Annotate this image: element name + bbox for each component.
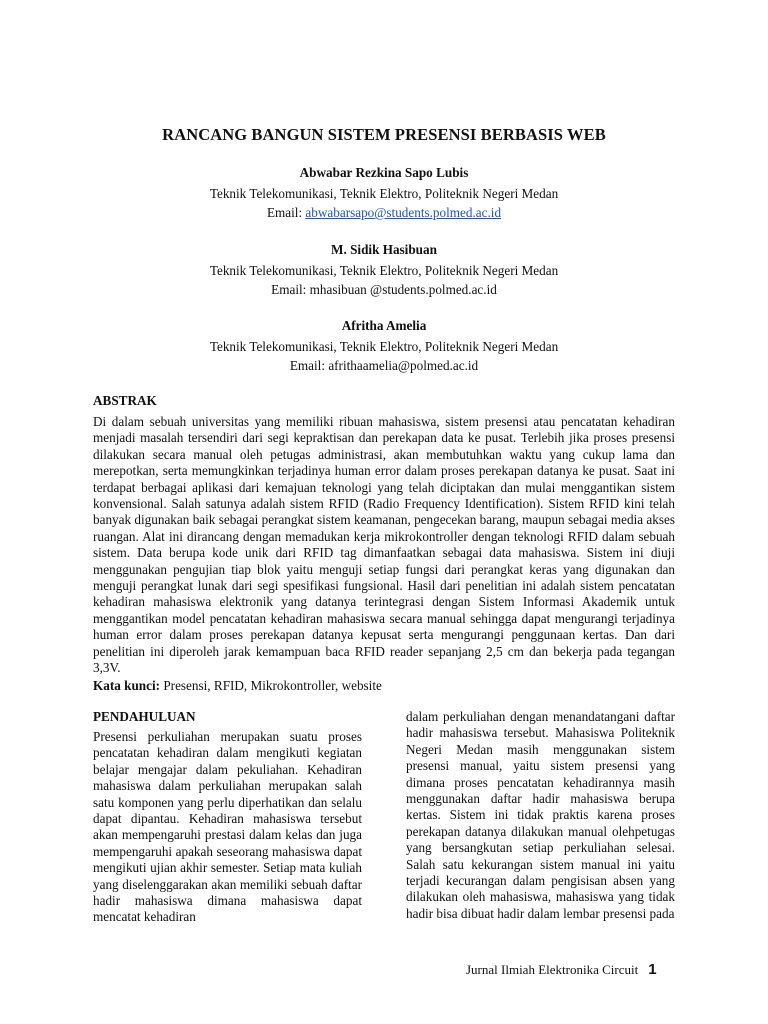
footer-journal-name: Jurnal Ilmiah Elektronika Circuit (466, 962, 639, 977)
author-name: Afritha Amelia (341, 318, 427, 333)
author-affiliation: Teknik Telekomunikasi, Teknik Elektro, Politeknik Negeri Medan (209, 186, 559, 201)
keywords-label: Kata kunci: (93, 678, 161, 693)
author-block-1 (0, 163, 768, 222)
email-prefix: Email: (271, 282, 310, 297)
author-email-link[interactable]: abwabarsapo@students.polmed.ac.id (305, 205, 502, 220)
author-name: M. Sidik Hasibuan (331, 242, 437, 257)
author-affiliation: Teknik Telekomunikasi, Teknik Elektro, Politeknik Negeri Medan (209, 339, 559, 354)
author-email: afrithaamelia@polmed.ac.id (328, 358, 479, 373)
keywords-line (93, 678, 675, 694)
author-email-line (0, 356, 768, 375)
body-column-right: dalam perkuliahan dengan menandatangani daftar hadir mahasiswa tersebut. Mahasiswa Politeknik Negeri Medan masih menggunakan sistem presensi manual, yaitu sistem presensi yang dimana proses pencatatan kehadirannya masih menggunakan daftar hadir mahasiswa berupa kertas. Sistem ini tidak praktis karena proses perekapan datanya dilakukan manual olehpetugas yang bersangkutan setiap perkuliahan selesai. Salah satu kekurangan sistem manual ini yaitu terjadi kecurangan dalam pengisisan absen yang dilakukan oleh mahasiswa, mahasiswa yang tidak hadir bisa dibuat hadir dalam lembar presensi pada (406, 709, 675, 921)
abstract-text: Di dalam sebuah universitas yang memiliki ribuan mahasiswa, sistem presensi atau pencatatan kehadiran menjadi masalah tersendiri dari segi kepraktisan dan perekapan data ke pusat. Terlebih jika proses presensi dilakukan secara manual oleh petugas administrasi, akan membutuhkan waktu yang cukup lama dan merepotkan, serta memungkinkan terjadinya human error dalam proses perekapan datanya ke pusat. Saat ini terdapat berbagai aplikasi dari kemajuan teknologi yang telah diciptakan dan mulai menggantikan sistem konvensional. Salah satunya adalah sistem RFID (Radio Frequency Identification). Sistem RFID kini telah banyak digunakan baik sebagai perangkat sistem keamanan, pengecekan barang, maupun sebagai media akses ruangan. Alat ini dirancang dengan memadukan kerja mikrokontroller dengan teknologi RFID dalam sebuah sistem. Data berupa kode unik dari RFID tag dimanfaatkan sebagai data mahasiswa. Sistem ini diuji menggunakan pengujian tiap blok yaitu menguji setiap fungsi dari perangkat keras yang digunakan dan menguji perangkat lunak dari segi spesifikasi fungsional. Hasil dari penelitian ini adalah sistem pencatatan kehadiran mahasiswa elektronik yang datanya terintegrasi dengan Sistem Informasi Akademik untuk menggantikan model pencatatan kehadiran mahasiswa secara manual sehingga dapat mengurangi terjadinya human error dalam proses perekapan datanya kepusat serta mengurangi penggunaan kertas. Dan dari penelitian ini diperoleh jarak kemampuan baca RFID reader sepanjang 2,5 cm dan bekerja pada tegangan 3,3V. (93, 414, 675, 676)
email-prefix: Email: (266, 205, 306, 220)
page-footer (466, 961, 657, 978)
email-prefix: Email: (289, 358, 329, 373)
body-column-left: Presensi perkuliahan merupakan suatu proses pencatatan kehadiran dalam mengikuti kegiatan belajar mengajar dalam pekuliahan. Kehadiran mahasiswa dalam perkuliahan merupakan salah satu komponen yang perlu diperhatikan dan selalu dapat dipantau. Kehadiran mahasiswa tersebut akan mempengaruhi prestasi dalam kelas dan juga mempengaruhi apakah seseorang mahasiswa dapat mengikuti ujian akhir semester. Setiap mata kuliah yang diselenggarakan akan memiliki sebuah daftar hadir mahasiswa dimana mahasiswa dapat mencatat kehadiran (93, 729, 362, 925)
author-email-line (0, 203, 768, 222)
keywords-text: Presensi, RFID, Mikrokontroller, website (160, 678, 382, 693)
author-block-3 (0, 316, 768, 375)
section-heading: PENDAHULUAN (93, 709, 196, 724)
author-affiliation: Teknik Telekomunikasi, Teknik Elektro, Politeknik Negeri Medan (209, 263, 559, 278)
page-number: 1 (648, 961, 657, 978)
author-email-line (0, 280, 768, 299)
paper-title: RANCANG BANGUN SISTEM PRESENSI BERBASIS WEB (162, 125, 606, 144)
author-block-2 (0, 240, 768, 299)
abstract-heading: ABSTRAK (93, 393, 157, 408)
author-email: mhasibuan @students.polmed.ac.id (309, 282, 497, 297)
author-name: Abwabar Rezkina Sapo Lubis (299, 165, 469, 180)
